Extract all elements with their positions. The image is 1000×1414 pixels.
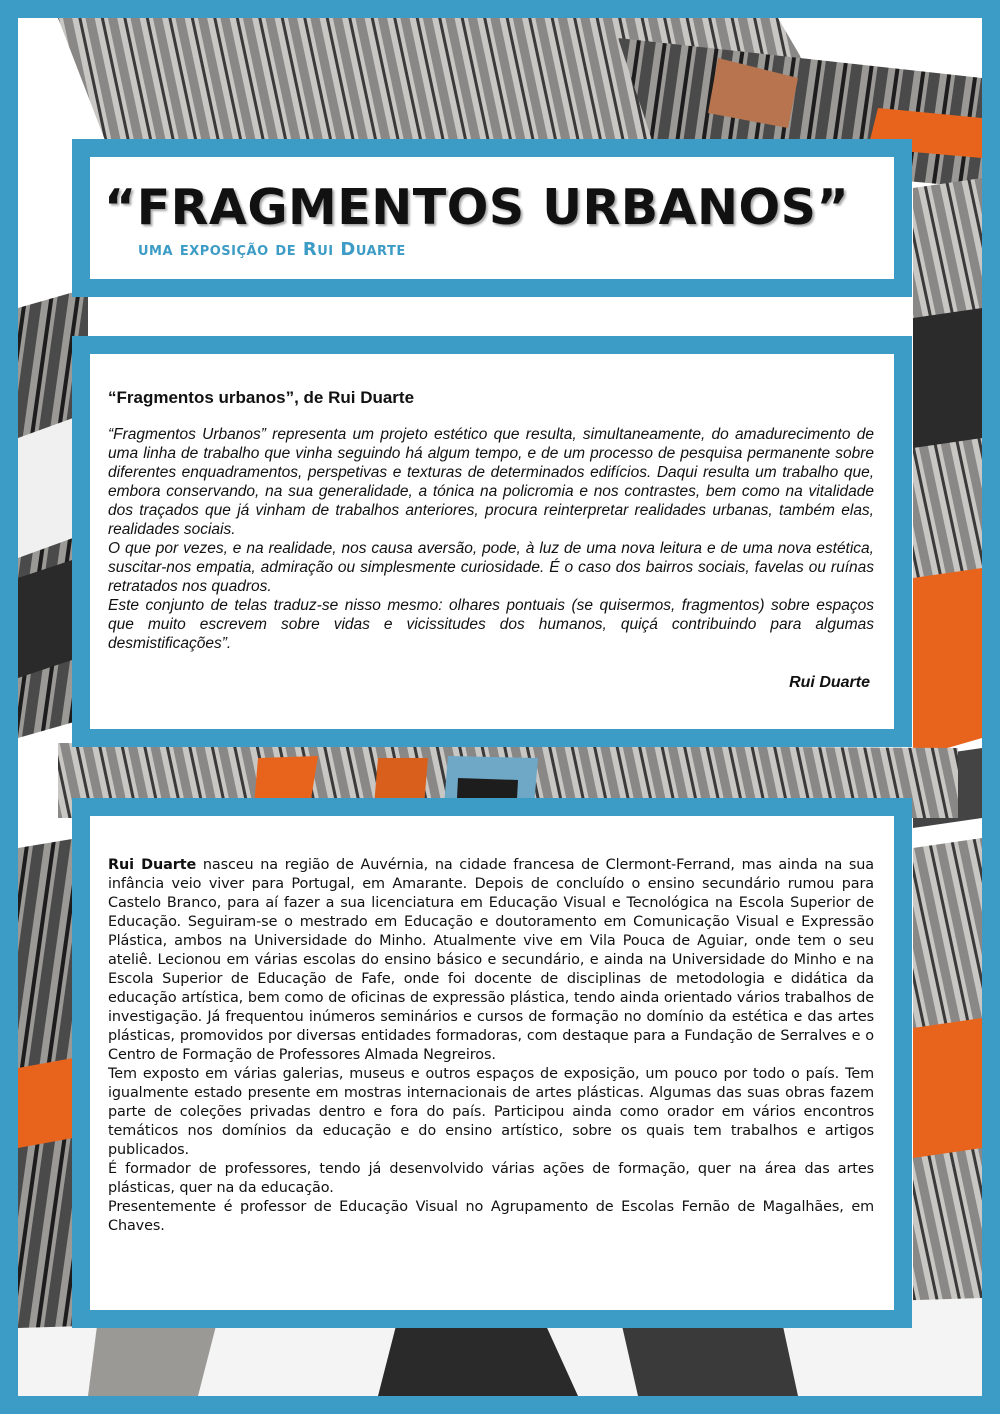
intro-paragraph: “Fragmentos Urbanos” representa um projeto estético que resulta, simultaneamente, do amadurecimento de uma linha de trabalho que vinha seguindo há algum tempo, e de um processo de pesquisa permanente sobre diferentes enquadramentos, perspetivas e texturas de determinados edifícios. Daqui resulta um trabalho que, embora conservando, na sua generalidade, a tónica na policromia e nos contrastes, bem como na vitalidade dos traçados que já vinham de trabalhos anteriores, procura reinterpretar realidades urbanas, também elas, realidades sociais. [108,426,874,538]
title-panel-inner [90,157,894,279]
biography-panel [72,798,912,1328]
intro-panel-inner [90,354,894,729]
bio-paragraph: Presentemente é professor de Educação Visual no Agrupamento de Escolas Fernão de Magalhães, em Chaves. [108,1199,874,1234]
artist-name: Rui Duarte [108,857,197,873]
exhibition-title: “FRAGMENTOS URBANOS” [104,179,850,236]
exhibition-subtitle: uma exposição de Rui Duarte [138,239,406,260]
bio-paragraph: Tem exposto em várias galerias, museus e outros espaços de exposição, um pouco por todo o país. Tem igualmente estado presente em mostras internacionais de artes plásticas. Algumas das suas obras fazem parte de coleções privadas dentro e fora do país. Participou ainda como orador em vários encontros temáticos nos domínios da educação e do ensino artístico, sobre os quais tem trabalhos e artigos publicados. [108,1066,874,1158]
biography-panel-inner [90,816,894,1310]
intro-panel [72,336,912,747]
bio-first-paragraph: nasceu na região de Auvérnia, na cidade francesa de Clermont-Ferrand, mas ainda na sua infância veio viver para Portugal, em Amarante. Depois de concluído o ensino secundário rumou para Castelo Branco, para aí fazer a sua licenciatura em Educação Visual e Tecnológica na Escola Superior de Educação. Seguiram-se o mestrado em Educação e doutoramento em Comunicação Visual e Expressão Plástica, ambos na Universidade do Minho. Atualmente vive em Vila Pouca de Aguiar, onde tem o seu ateliê. Lecionou em várias escolas do ensino básico e secundário, e ainda na Universidade do Minho e na Escola Superior de Educação de Fafe, onde foi docente de disciplinas de metodologia e didática da educação artística, bem como de oficinas de expressão plástica, tendo ainda orientado vários trabalhos de investigação. Já frequentou inúmeros seminários e cursos de formação no domínio da estética e das artes plásticas, promovidos por diversas entidades formadoras, com destaque para a Fundação de Serralves e o Centro de Formação de Professores Almada Negreiros. [108,857,875,1063]
title-panel [72,139,912,297]
intro-signature: Rui Duarte [789,674,870,691]
bio-paragraph: É formador de professores, tendo já desenvolvido várias ações de formação, quer na área das artes plásticas, quer na da educação. [108,1161,874,1196]
intro-paragraph: Este conjunto de telas traduz-se nisso mesmo: olhares pontuais (se quisermos, fragmentos) sobre espaços que muito escrevem sobre vidas e vicissitudes dos humanos, quiçá contribuindo para algumas desmistificações”. [108,597,874,652]
biography-text [108,856,874,1236]
intro-statement [108,425,874,653]
intro-heading: “Fragmentos urbanos”, de Rui Duarte [108,388,415,407]
intro-paragraph: O que por vezes, e na realidade, nos causa aversão, pode, à luz de uma nova leitura e de uma nova estética, suscitar-nos empatia, admiração ou simplesmente curiosidade. É o caso dos bairros sociais, favelas ou ruínas retratados nos quadros. [108,540,874,595]
bio-paragraph [108,856,874,1065]
